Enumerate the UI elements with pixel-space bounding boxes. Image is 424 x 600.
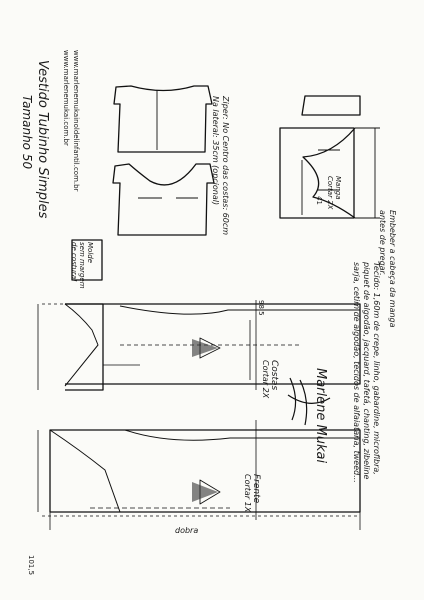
fold-label: dobra <box>175 526 199 535</box>
seam-label-2: sem margem <box>78 242 86 289</box>
dress-front-sketch <box>113 164 214 235</box>
fabric-note: Tecido: 1,60m de crepe, linho, gabardine, microfibra, <box>372 262 381 475</box>
sleeve-label: Manga <box>334 176 342 200</box>
fabric-note-2: piquet de algodão, jacquard, tafetá, chanting, zibeline <box>362 262 371 480</box>
url-2: www.marlenemukainoldelinfantil.com.br <box>72 50 80 192</box>
dart-fills <box>192 339 218 502</box>
title: Vestido Tubinho Simples <box>35 60 50 219</box>
front-label: Frente <box>251 474 261 504</box>
size: Tamanho 50 <box>20 95 34 170</box>
zipper-note-2: Na lateral: 35cm (opcional) <box>211 96 220 206</box>
zipper-note: Ziper: No Centro das costas: 60cm <box>221 96 230 236</box>
sleeve-width: 41 <box>315 196 323 205</box>
url-1: www.marlenemukai.com.br <box>62 50 70 146</box>
back-label: Costas <box>269 360 279 391</box>
ease-note-2: antes de pregar. <box>378 210 387 276</box>
seam-label: Molde <box>86 242 94 264</box>
front-length: 101,5 <box>27 555 35 576</box>
ease-note: Embeber a cabeça da manga <box>388 210 397 328</box>
dress-back-sketch <box>114 86 212 152</box>
back-qty: Cortar 2X <box>261 360 270 399</box>
front-qty: Cortar 1X <box>243 474 252 513</box>
signature: Marlene Mukai <box>313 368 328 464</box>
sleeve-qty: Cortar 2X <box>326 176 334 210</box>
fabric-note-3: sarja, cetim de algodão, tecidos de alfaiataria, tweed... <box>352 262 361 483</box>
seam-label-3: de costura! <box>70 242 78 282</box>
back-length: 98,5 <box>257 300 265 316</box>
